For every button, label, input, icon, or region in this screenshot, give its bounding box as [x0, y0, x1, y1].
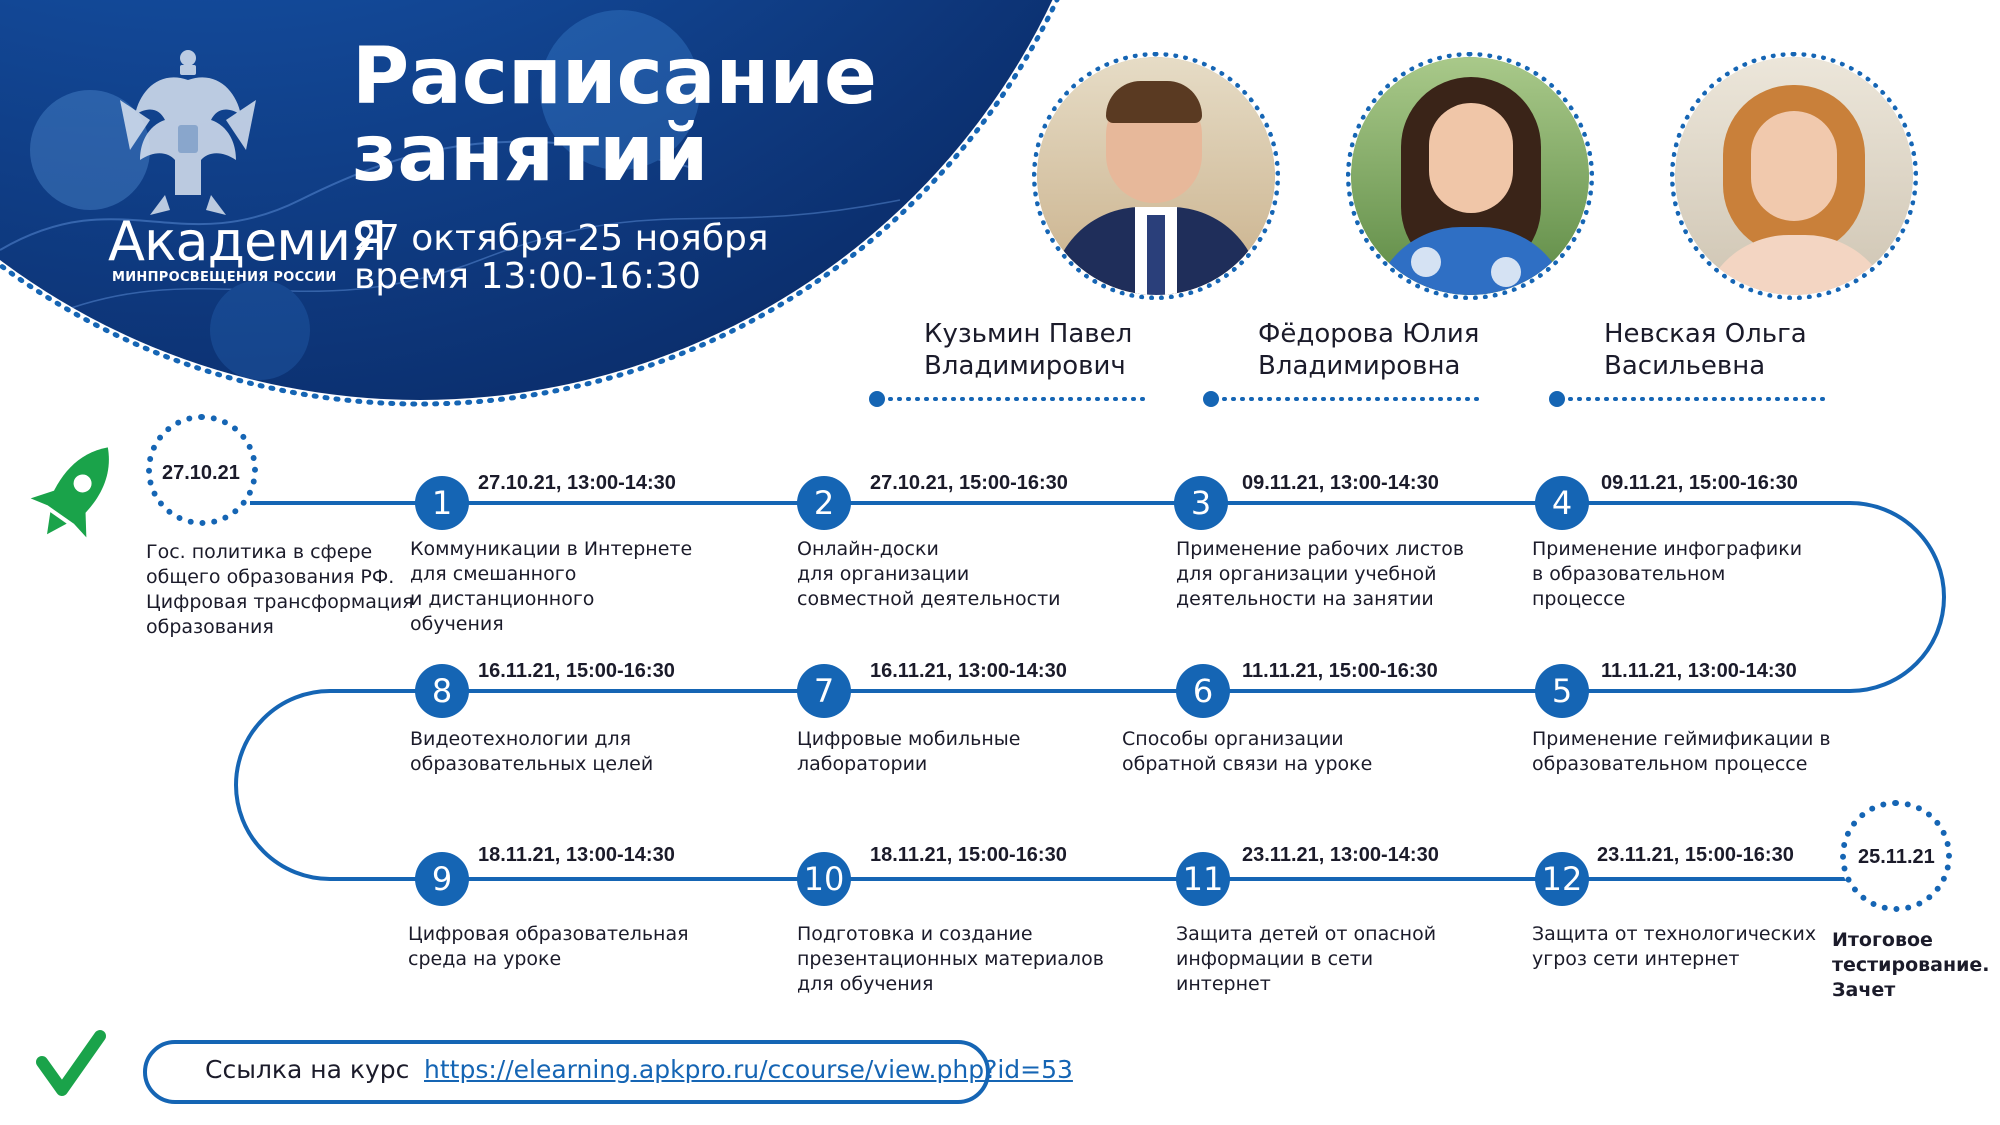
start-desc-3: Цифровая трансформация [146, 591, 414, 613]
session-number: 2 [797, 476, 851, 530]
session-number: 12 [1535, 852, 1589, 906]
session-date: 16.11.21, 13:00-14:30 [870, 660, 1067, 682]
session-topic: для смешанного [410, 563, 577, 585]
session-topic: лаборатории [797, 753, 928, 775]
session-topic: для организации [797, 563, 970, 585]
session-number: 3 [1174, 476, 1228, 530]
session-number: 8 [415, 664, 469, 718]
session-topic: Защита от технологических [1532, 923, 1817, 945]
final-desc-3: Зачет [1832, 979, 1896, 1001]
session-date: 09.11.21, 15:00-16:30 [1601, 472, 1798, 494]
session-topic: Онлайн-доски [797, 538, 939, 560]
session-topic: для обучения [797, 973, 934, 995]
teacher-name-kuzmin-1: Кузьмин Павел [924, 319, 1133, 349]
session-topic: Применение геймификации в [1532, 728, 1831, 750]
start-date: 27.10.21 [162, 462, 240, 484]
session-topic: для организации учебной [1176, 563, 1437, 585]
session-topic: информации в сети [1176, 948, 1374, 970]
session-topic: обучения [410, 613, 504, 635]
session-topic: Подготовка и создание [797, 923, 1033, 945]
session-date: 23.11.21, 13:00-14:30 [1242, 844, 1439, 866]
session-date: 09.11.21, 13:00-14:30 [1242, 472, 1439, 494]
course-link-url[interactable]: https://elearning.apkpro.ru/ccourse/view.php?id=53 [424, 1055, 1073, 1084]
teacher-name-fedorova-1: Фёдорова Юлия [1258, 319, 1480, 349]
session-date: 23.11.21, 15:00-16:30 [1597, 844, 1794, 866]
session-number: 7 [797, 664, 851, 718]
teacher-name-nevskaya-2: Васильевна [1604, 351, 1766, 381]
teacher-name-fedorova-2: Владимировна [1258, 351, 1461, 381]
session-topic: Защита детей от опасной [1176, 923, 1437, 945]
final-date: 25.11.21 [1858, 846, 1935, 868]
course-time: время 13:00-16:30 [354, 256, 701, 297]
session-topic: Способы организации [1122, 728, 1344, 750]
session-topic: угроз сети интернет [1532, 948, 1740, 970]
start-desc-1: Гос. политика в сфере [146, 541, 373, 563]
session-topic: образовательных целей [410, 753, 654, 775]
session-number: 11 [1176, 852, 1230, 906]
final-desc-2: тестирование. [1832, 954, 1990, 976]
start-desc-2: общего образования РФ. [146, 566, 395, 588]
session-topic: Применение инфографики [1532, 538, 1803, 560]
session-number: 1 [415, 476, 469, 530]
session-topic: Цифровая образовательная [408, 923, 689, 945]
session-topic: Коммуникации в Интернете [410, 538, 693, 560]
session-date: 18.11.21, 13:00-14:30 [478, 844, 675, 866]
page-title-line2: занятий [352, 109, 709, 199]
course-dates: 27 октября-25 ноября [354, 218, 769, 259]
session-date: 16.11.21, 15:00-16:30 [478, 660, 675, 682]
session-date: 11.11.21, 13:00-14:30 [1601, 660, 1797, 682]
academy-subtitle: МИНПРОСВЕЩЕНИЯ РОССИИ [112, 270, 337, 285]
session-date: 11.11.21, 15:00-16:30 [1242, 660, 1438, 682]
session-topic: презентационных материалов [797, 948, 1104, 970]
session-topic: среда на уроке [408, 948, 562, 970]
teacher-name-kuzmin-2: Владимирович [924, 351, 1126, 381]
start-desc-4: образования [146, 616, 274, 638]
session-number: 10 [797, 852, 851, 906]
final-desc-1: Итоговое [1832, 929, 1933, 951]
session-number: 9 [415, 852, 469, 906]
session-number: 4 [1535, 476, 1589, 530]
session-topic: деятельности на занятии [1176, 588, 1434, 610]
session-date: 27.10.21, 13:00-14:30 [478, 472, 676, 494]
session-topic: Видеотехнологии для [410, 728, 632, 750]
session-topic: процессе [1532, 588, 1626, 610]
session-topic: образовательном процессе [1532, 753, 1808, 775]
session-number: 6 [1176, 664, 1230, 718]
session-date: 27.10.21, 15:00-16:30 [870, 472, 1068, 494]
academy-wordmark: АкадемиЯ [108, 210, 387, 273]
session-topic: и дистанционного [410, 588, 595, 610]
session-number: 5 [1535, 664, 1589, 718]
course-link-label: Ссылка на курс [205, 1055, 410, 1084]
teacher-name-nevskaya-1: Невская Ольга [1604, 319, 1807, 349]
session-topic: Применение рабочих листов [1176, 538, 1465, 560]
session-topic: обратной связи на уроке [1122, 753, 1373, 775]
session-topic: в образовательном [1532, 563, 1726, 585]
page-title-line1: Расписание [352, 32, 877, 122]
session-topic: Цифровые мобильные [797, 728, 1021, 750]
session-topic: интернет [1176, 973, 1271, 995]
session-topic: совместной деятельности [797, 588, 1061, 610]
session-date: 18.11.21, 15:00-16:30 [870, 844, 1067, 866]
